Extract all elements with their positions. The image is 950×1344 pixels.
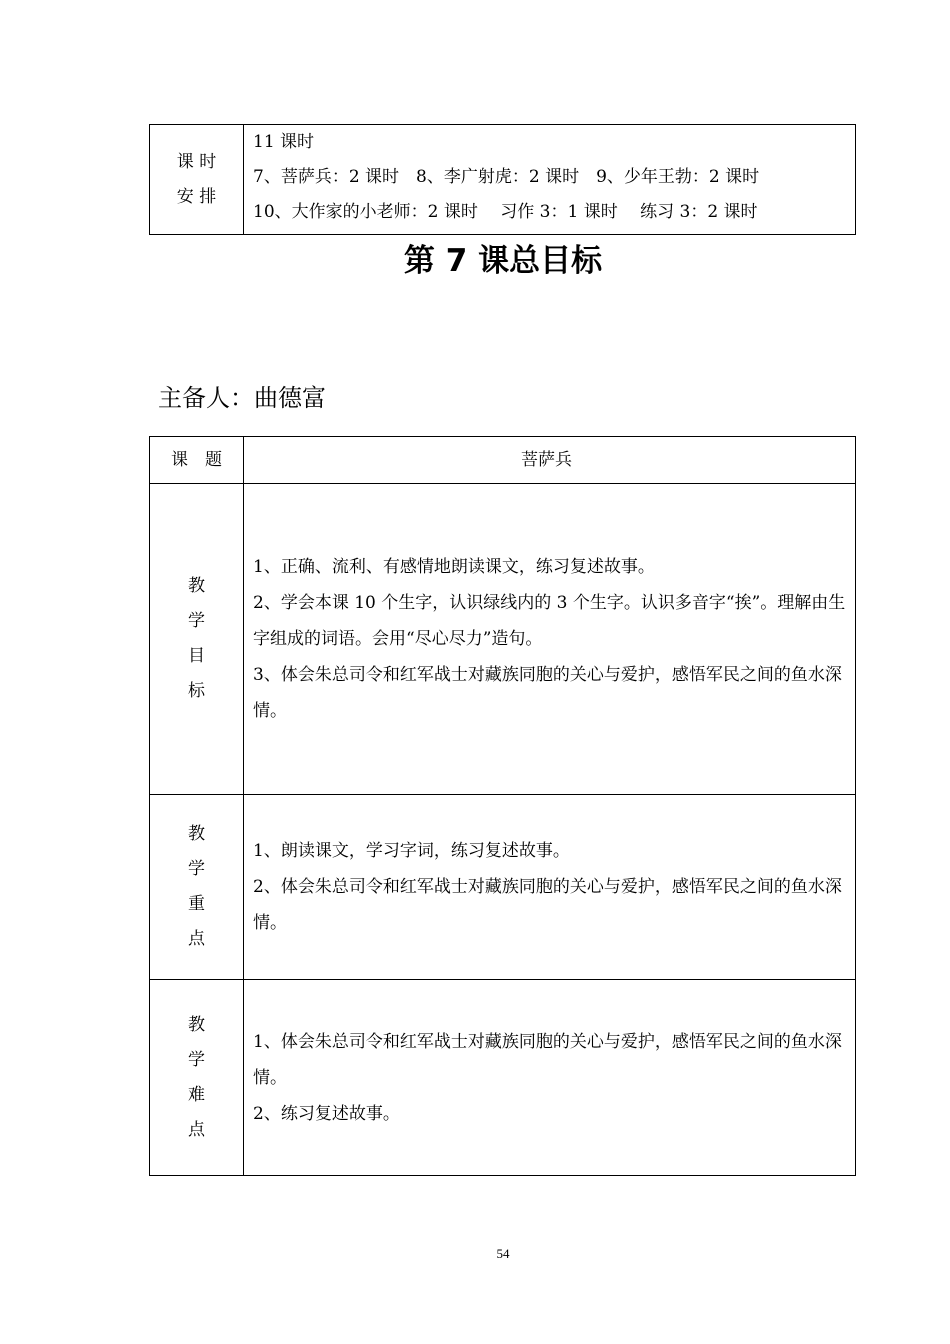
table-row-goals [150, 484, 856, 795]
keypoints-label-char: 教 [188, 824, 205, 844]
goals-label-char: 学 [188, 611, 205, 631]
goals-label-char: 目 [188, 646, 205, 666]
difficulties-label-char: 难 [188, 1084, 205, 1105]
preparer-text: 主备人：曲德富 [158, 384, 326, 412]
keypoint-item: 2、体会朱总司令和红军战士对藏族同胞的关心与爱护，感悟军民之间的鱼水深情。 [253, 877, 842, 933]
difficulties-label [150, 980, 244, 1176]
schedule-table [149, 124, 856, 235]
difficulty-item: 1、体会朱总司令和红军战士对藏族同胞的关心与爱护，感悟军民之间的鱼水深情。 [253, 1031, 842, 1088]
keypoints-label [150, 795, 244, 980]
difficulties-label-char: 学 [188, 1049, 205, 1070]
schedule-label-line: 课 时 [176, 151, 217, 172]
difficulties-content [244, 980, 856, 1176]
page-number: 54 [496, 1246, 510, 1261]
topic-label: 课 题 [150, 437, 244, 484]
schedule-label [150, 125, 244, 235]
schedule-label-line: 安 排 [176, 186, 217, 207]
goals-label [150, 484, 244, 795]
keypoints-content [244, 795, 856, 980]
schedule-line: 7、菩萨兵：2 课时 8、李广射虎：2 课时 9、少年王勃：2 课时 [253, 167, 760, 187]
difficulties-label-char: 教 [188, 1014, 205, 1035]
table-row-difficulties [150, 980, 856, 1176]
table-row-keypoints [150, 795, 856, 980]
lesson-plan-table [149, 436, 856, 1176]
schedule-content [244, 125, 856, 235]
keypoints-label-char: 重 [188, 894, 205, 914]
schedule-line: 10、大作家的小老师：2 课时 习作 3：1 课时 练习 3：2 课时 [253, 202, 758, 222]
keypoints-label-char: 学 [188, 859, 205, 879]
goal-item: 1、正确、流利、有感情地朗读课文，练习复述故事。 [253, 557, 655, 577]
goals-label-char: 教 [188, 576, 205, 596]
keypoint-item: 1、朗读课文，学习字词，练习复述故事。 [253, 841, 570, 861]
goals-content [244, 484, 856, 795]
difficulty-item: 2、练习复述故事。 [253, 1103, 400, 1124]
keypoints-label-char: 点 [188, 929, 205, 949]
goals-label-char: 标 [188, 681, 205, 701]
table-row-topic [150, 437, 856, 484]
goal-item: 3、体会朱总司令和红军战士对藏族同胞的关心与爱护，感悟军民之间的鱼水深情。 [253, 665, 842, 721]
goal-item: 2、学会本课 10 个生字，认识绿线内的 3 个生字。认识多音字“挨”。理解由生字组成的词语。会用“尽心尽力”造句。 [253, 593, 846, 649]
difficulties-label-char: 点 [188, 1119, 205, 1140]
schedule-row [150, 125, 856, 235]
topic-value: 菩萨兵 [244, 437, 856, 484]
page-title: 第 7 课总目标 [403, 243, 603, 279]
schedule-line: 11 课时 [253, 132, 315, 152]
